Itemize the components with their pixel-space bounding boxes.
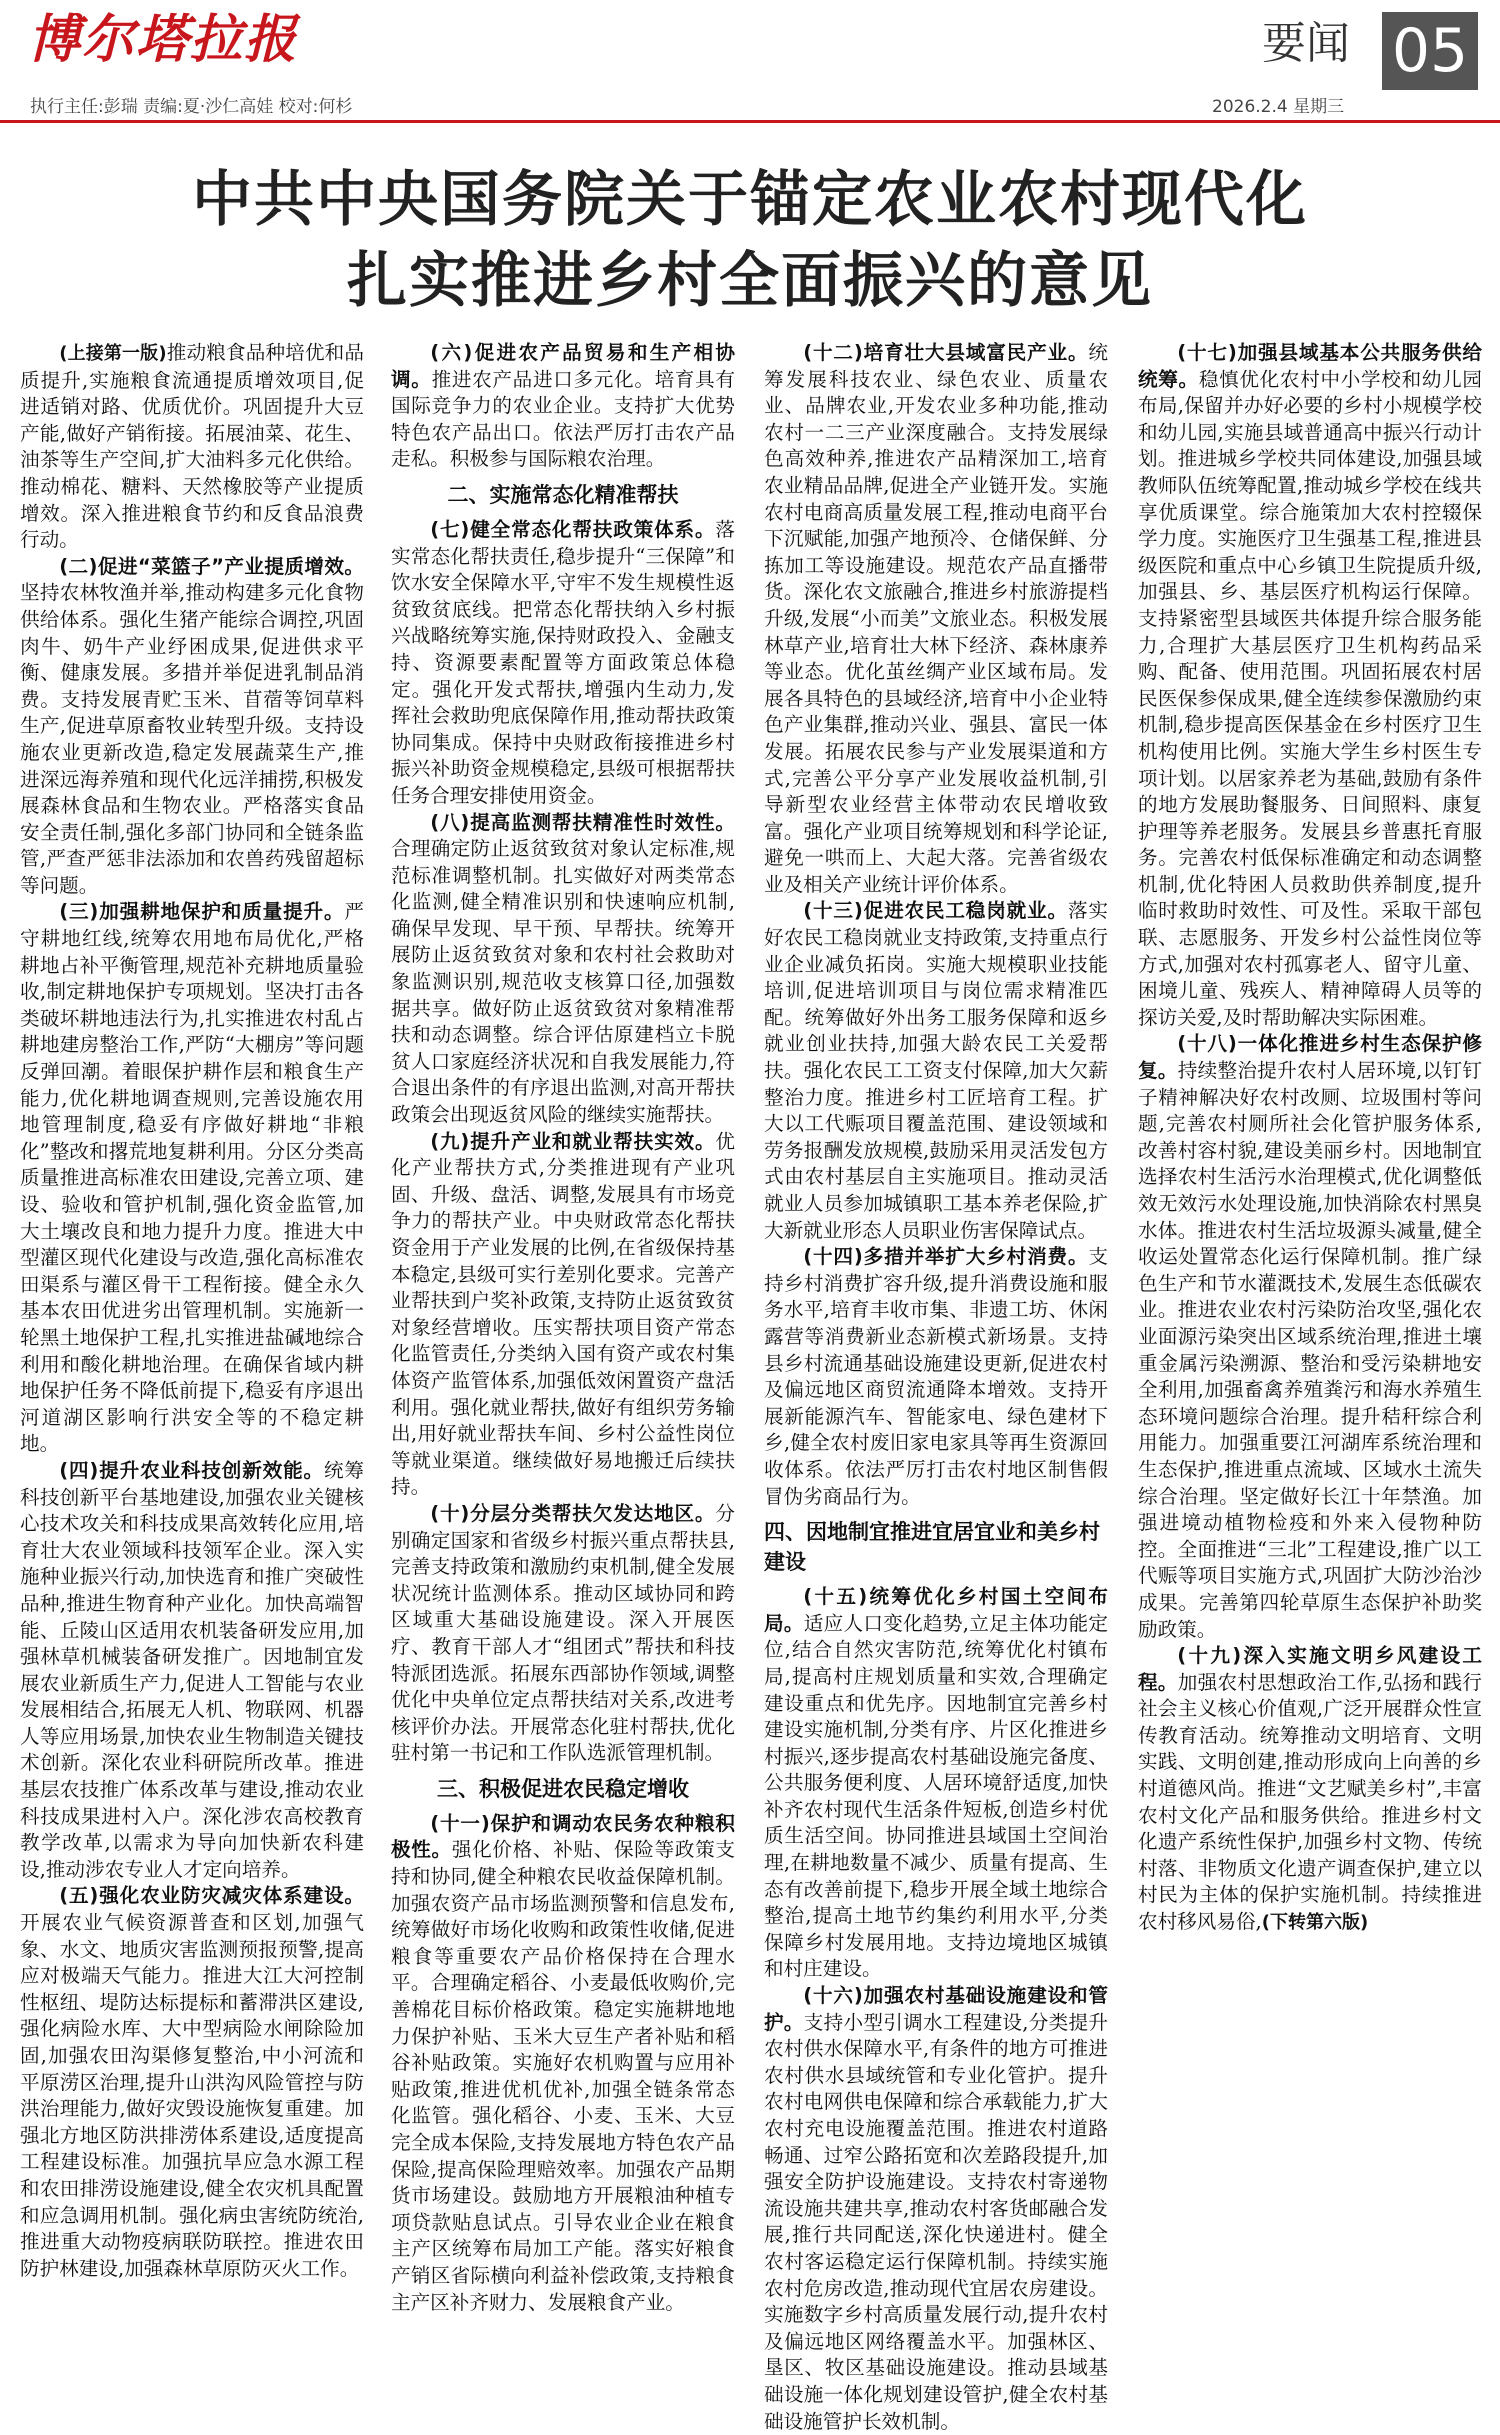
- subsection-heading: (十四)多措并举扩大乡村消费。: [803, 1245, 1089, 1269]
- paragraph: (六)促进农产品贸易和生产相协调。推进农产品进口多元化。培育具有国际竞争力的农业企业。支持扩大优势特色农产品出口。依法严厉打击农产品走私。积极参与国际粮农治理。: [391, 341, 736, 471]
- paragraph: (十四)多措并举扩大乡村消费。支持乡村消费扩容升级,提升消费设施和服务水平,培育丰收市集、非遗工坊、休闲露营等消费新业态新模式新场景。支持县乡村流通基础设施建设更新,促进农村及偏远地区商贸流通降本增效。支持开展新能源汽车、智能家电、绿色建材下乡,健全农村废旧家电家具等再生资源回收体系。依法严厉打击农村地区制售假冒伪劣商品行为。: [764, 1245, 1108, 1508]
- subsection-heading: (七)健全常态化帮扶政策体系。: [430, 517, 716, 541]
- page-number: 05: [1382, 12, 1478, 90]
- column-1: [20, 340, 365, 2280]
- header-rule: [0, 120, 1500, 123]
- subsection-heading: (十一)保护和调动农民务农种粮积极性。: [391, 1811, 735, 1862]
- paragraph: (十九)深入实施文明乡风建设工程。加强农村思想政治工作,弘扬和践行社会主义核心价值观,广泛开展群众性宣传教育活动。统筹推动文明培育、文明实践、文明创建,推动形成向上向善的乡村道德风尚。推进“文艺赋美乡村”,丰富农村文化产品和服务供给。推进乡村文化遗产系统性保护,加强乡村文物、传统村落、非物质文化遗产调查保护,建立以村民为主体的保护实施机制。持续推进农村移风易俗,(下转第六版): [1138, 1644, 1483, 1934]
- paragraph: (十一)保护和调动农民务农种粮积极性。强化价格、补贴、保险等政策支持和协同,健全种粮农民收益保障机制。加强农资产品市场监测预警和信息发布,统筹做好市场化收购和政策性收储,促进粮食等重要农产品价格保持在合理水平。合理确定稻谷、小麦最低收购价,完善棉花目标价格政策。稳定实施耕地地力保护补贴、玉米大豆生产者补贴和稻谷补贴政策。实施好农机购置与应用补贴政策,推进优机优补,加强全链条常态化监管。强化稻谷、小麦、玉米、大豆完全成本保险,支持发展地方特色农产品保险,提高保险理赔效率。加强农产品期货市场建设。鼓励地方开展粮油种植专项贷款贴息试点。引导农业企业在粮食主产区统筹布局加工产能。落实好粮食产销区省际横向利益补偿政策,支持粮食主产区补齐财力、发展粮食产业。: [391, 1811, 736, 2314]
- paragraph: (十七)加强县域基本公共服务供给统筹。稳慎优化农村中小学校和幼儿园布局,保留并办好必要的乡村小规模学校和幼儿园,实施县域普通高中振兴行动计划。推进城乡学校共同体建设,加强县域教师队伍统筹配置,推动城乡学校在线共享优质课堂。综合施策加大农村控辍保学力度。实施医疗卫生强基工程,推进县级医院和重点中心乡镇卫生院提质升级,加强县、乡、基层医疗机构运行保障。支持紧密型县域医共体提升综合服务能力,合理扩大基层医疗卫生机构药品采购、配备、使用范围。巩固拓展农村居民医保参保成果,健全连续参保激励约束机制,稳步提高医保基金在乡村医疗卫生机构使用比例。实施大学生乡村医生专项计划。以居家养老为基础,鼓励有条件的地方发展助餐服务、日间照料、康复护理等养老服务。发展县乡普惠托育服务。完善农村低保标准确定和动态调整机制,优化特困人员救助供养制度,提升临时救助时效性、可及性。采取干部包联、志愿服务、开发乡村公益性岗位等方式,加强对农村孤寡老人、留守儿童、困境儿童、残疾人、精神障碍人员等的探访关爱,及时帮助解决实际困难。: [1138, 341, 1483, 1029]
- subsection-heading: (十九)深入实施文明乡风建设工程。: [1138, 1644, 1482, 1694]
- column-4: [1138, 340, 1482, 2198]
- paragraph: (九)提升产业和就业帮扶实效。优化产业帮扶方式,分类推进现有产业巩固、升级、盘活、调整,发展具有市场竞争力的帮扶产业。中央财政常态化帮扶资金用于产业发展的比例,在省级保持基本稳定,县级可实行差别化要求。完善产业帮扶到户奖补政策,支持防止返贫致贫对象经营增收。压实帮扶项目资产常态化监管责任,分类纳入国有资产或农村集体资产监管体系,加强低效闲置资产盘活利用。强化就业帮扶,做好有组织劳务输出,用好就业帮扶车间、乡村公益性岗位等就业渠道。继续做好易地搬迁后续扶持。: [391, 1129, 735, 1499]
- paragraph: (十二)培育壮大县域富民产业。统筹发展科技农业、绿色农业、质量农业、品牌农业,开发农业多种功能,推动农村一二三产业深度融合。支持发展绿色高效种养,推进农产品精深加工,培育农业精品品牌,促进全产业链开发。实施农村电商高质量发展工程,推动电商平台下沉赋能,加强产地预冷、仓储保鲜、分拣加工等设施建设。规范农产品直播带货。深化农文旅融合,推进乡村旅游提档升级,发展“小而美”文旅业态。积极发展林草产业,培育壮大林下经济、森林康养等业态。优化茧丝绸产业区域布局。发展各具特色的县域经济,培育中小企业特色产业集群,推动兴业、强县、富民一体发展。拓展农民参与产业发展渠道和方式,完善公平分享产业发展收益机制,引导新型农业经营主体带动农民增收致富。强化产业项目统筹规划和科学论证,避免一哄而上、大起大落。完善省级农业及相关产业统计评价体系。: [764, 341, 1108, 896]
- subsection-heading: (四)提升农业科技创新效能。: [59, 1458, 324, 1482]
- section-label: 要闻: [1262, 18, 1350, 69]
- subsection-heading: (八)提高监测帮扶精准性时效性。: [430, 810, 735, 834]
- paragraph: (四)提升农业科技创新效能。统筹科技创新平台基地建设,加强农业关键核心技术攻关和科技成果高效转化应用,培育壮大农业领域科技领军企业。深入实施种业振兴行动,加快选育和推广突破性品种,推进生物育种产业化。加快高端智能、丘陵山区适用农机装备研发应用,加强林草机械装备研发推广。因地制宜发展农业新质生产力,促进人工智能与农业发展相结合,拓展无人机、物联网、机器人等应用场景,加快农业生物制造关键技术创新。深化农业科研院所改革。推进基层农技推广体系改革与建设,推动农业科技成果进村入户。深化涉农高校教育教学改革,以需求为导向加快新农科建设,推动涉农专业人才定向培养。: [20, 1458, 364, 1881]
- section-heading: 四、因地制宜推进宜居宜业和美乡村建设: [764, 1520, 1100, 1575]
- subsection-heading: (十六)加强农村基础设施建设和管护。: [764, 1984, 1108, 2034]
- editor-credits: 执行主任:彭瑞 责编:夏·沙仁高娃 校对:何杉: [30, 97, 353, 117]
- section-heading: 二、实施常态化精准帮扶: [447, 482, 679, 507]
- subsection-heading: (十二)培育壮大县域富民产业。: [803, 341, 1089, 364]
- column-2: [391, 340, 736, 2314]
- subsection-heading: (十五)统筹优化乡村国土空间布局。: [764, 1585, 1108, 1635]
- headline-line-2: 扎实推进乡村全面振兴的意见: [347, 246, 1153, 316]
- subsection-heading: (十八)一体化推进乡村生态保护修复。: [1138, 1032, 1482, 1083]
- subsection-heading: (六)促进农产品贸易和生产相协调。: [391, 341, 735, 391]
- paragraph: (十三)促进农民工稳岗就业。落实好农民工稳岗就业支持政策,支持重点行业企业减负拓岗。实施大规模职业技能培训,促进培训项目与岗位需求精准匹配。统筹做好外出务工服务保障和返乡就业创业扶持,加强大龄农民工关爱帮扶。强化农民工工资支付保障,加大欠薪整治力度。推进乡村工匠培育工程。扩大以工代赈项目覆盖范围、建设领域和劳务报酬发放规模,鼓励采用灵活发包方式由农村基层自主实施项目。推动灵活就业人员参加城镇职工基本养老保险,扩大新就业形态人员职业伤害保障试点。: [764, 899, 1108, 1242]
- subsection-heading: (十)分层分类帮扶欠发达地区。: [430, 1501, 716, 1525]
- paragraph: (八)提高监测帮扶精准性时效性。合理确定防止返贫致贫对象认定标准,规范标准调整机制。扎实做好对两类常态化监测,健全精准识别和快速响应机制,确保早发现、早干预、早帮扶。统筹开展防止返贫致贫对象和农村社会救助对象监测识别,规范收支核算口径,加强数据共享。做好防止返贫致贫对象精准帮扶和动态调整。综合评估原建档立卡脱贫人口家庭经济状况和自我发展能力,符合退出条件的有序退出监测,对高开帮扶政策会出现返贫风险的继续实施帮扶。: [391, 810, 735, 1127]
- paragraph: (十八)一体化推进乡村生态保护修复。持续整治提升农村人居环境,以钉钉子精神解决好农村改厕、垃圾围村等问题,完善农村厕所社会化管护服务体系,改善村容村貌,建设美丽乡村。因地制宜选择农村生活污水治理模式,优化调整低效无效污水处理设施,加快消除农村黑臭水体。推进农村生活垃圾源头减量,健全收运处置常态化运行保障机制。推广绿色生产和节水灌溉技术,发展生态低碳农业。推进农业农村污染防治攻坚,强化农业面源污染突出区域系统治理,推进土壤重金属污染溯源、整治和受污染耕地安全利用,加强畜禽养殖粪污和海水养殖生态环境问题综合治理。提升秸秆综合利用能力。加强重要江河湖库系统治理和生态保护,推进重点流域、区域水土流失综合治理。坚定做好长江十年禁渔。加强进境动植物检疫和外来入侵物种防控。全面推进“三北”工程建设,推广以工代赈等项目实施方式,巩固扩大防沙治沙成果。完善第四轮草原生态保护补助奖励政策。: [1138, 1032, 1483, 1641]
- paragraph: (十六)加强农村基础设施建设和管护。支持小型引调水工程建设,分类提升农村供水保障水平,有条件的地方可推进农村供水县域统管和专业化管护。提升农村电网供电保障和综合承载能力,扩大农村充电设施覆盖范围。推进农村道路畅通、过窄公路拓宽和次差路段提升,加强安全防护设施建设。支持农村寄递物流设施共建共享,推动农村客货邮融合发展,推行共同配送,深化快递进村。健全农村客运稳定运行保障机制。持续实施农村危房改造,推动现代宜居农房建设。实施数字乡村高质量发展行动,提升农村及偏远地区网络覆盖水平。加强林区、垦区、牧区基础设施建设。推动县域基础设施一体化规划建设管护,健全农村基础设施管护长效机制。: [764, 1984, 1109, 2433]
- continuation-from: (上接第一版): [59, 343, 167, 364]
- subsection-heading: (九)提升产业和就业帮扶实效。: [430, 1129, 716, 1153]
- subsection-heading: (三)加强耕地保护和质量提升。: [59, 900, 345, 924]
- paragraph: (七)健全常态化帮扶政策体系。落实常态化帮扶责任,稳步提升“三保障”和饮水安全保障水平,守牢不发生规模性返贫致贫底线。把常态化帮扶纳入乡村振兴战略统筹实施,保持财政投入、金融支持、资源要素配置等方面政策总体稳定。强化开发式帮扶,增强内生动力,发挥社会救助兜底保障作用,推动帮扶政策协同集成。保持中央财政衔接推进乡村振兴补助资金规模稳定,县级可根据帮扶任务合理安排使用资金。: [391, 517, 735, 807]
- issue-date: 2026.2.4 星期三: [1212, 97, 1345, 117]
- section-heading: 三、积极促进农民稳定增收: [437, 1776, 689, 1801]
- newspaper-masthead: 博尔塔拉报: [28, 9, 299, 70]
- subsection-heading: (二)促进“菜篮子”产业提质增效。: [59, 554, 364, 578]
- continuation-to: (下转第六版): [1261, 1912, 1369, 1934]
- paragraph: (十)分层分类帮扶欠发达地区。分别确定国家和省级乡村振兴重点帮扶县,完善支持政策和激励约束机制,健全发展状况统计监测体系。推动区域协同和跨区域重大基础设施建设。深入开展医疗、教育干部人才“组团式”帮扶和科技特派团选派。拓展东西部协作领域,调整优化中央单位定点帮扶结对关系,改进考核评价办法。开展常态化驻村帮扶,优化驻村第一书记和工作队选派管理机制。: [391, 1501, 735, 1765]
- column-3: [764, 340, 1109, 2433]
- paragraph: (五)强化农业防灾减灾体系建设。开展农业气候资源普查和区划,加强气象、水文、地质灾害监测预报预警,提高应对极端天气能力。推进大江大河控制性枢纽、堤防达标提标和蓄滞洪区建设,强化病险水库、大中型病险水闸除险加固,加强农田沟渠修复整治,中小河流和平原涝区治理,提升山洪沟风险管控与防洪治理能力,做好灾毁设施恢复重建。加强北方地区防洪排涝体系建设,适度提高工程建设标准。加强抗旱应急水源工程和农田排涝设施建设,健全农灾机具配置和应急调用机制。强化病虫害统防统治,推进重大动物疫病联防联控。推进农田防护林建设,加强森林草原防灭火工作。: [20, 1884, 364, 2280]
- subsection-heading: (十三)促进农民工稳岗就业。: [803, 899, 1068, 923]
- subsection-heading: (五)强化农业防灾减灾体系建设。: [59, 1884, 364, 1908]
- headline-line-1: 中共中央国务院关于锚定农业农村现代化: [192, 165, 1308, 235]
- paragraph: (上接第一版)推动粮食品种培优和品质提升,实施粮食流通提质增效项目,促进适销对路、优质优价。巩固提升大豆产能,做好产销衔接。拓展油菜、花生、油茶等生产空间,扩大油料多元化供给。推动棉花、糖料、天然橡胶等产业提质增效。深入推进粮食节约和反食品浪费行动。: [20, 341, 365, 552]
- subsection-heading: (十七)加强县域基本公共服务供给统筹。: [1138, 341, 1482, 391]
- paragraph: (十五)统筹优化乡村国土空间布局。适应人口变化趋势,立足主体功能定位,结合自然灾害防范,统筹优化村镇布局,提高村庄规划质量和实效,合理确定建设重点和优先序。因地制宜完善乡村建设实施机制,分类有序、片区化推进乡村振兴,逐步提高农村基础设施完备度、公共服务便利度、人居环境舒适度,加快补齐农村现代生活条件短板,创造乡村优质生活空间。协同推进县域国土空间治理,在耕地数量不减少、质量有提高、生态有改善前提下,稳步开展全域土地综合整治,提高土地节约集约利用水平,分类保障乡村发展用地。支持边境地区城镇和村庄建设。: [764, 1585, 1109, 1981]
- paragraph: (二)促进“菜篮子”产业提质增效。坚持农林牧渔并举,推动构建多元化食物供给体系。强化生猪产能综合调控,巩固肉牛、奶牛产业纾困成果,促进供求平衡、健康发展。多措并举促进乳制品消费。支持发展青贮玉米、苜蓿等饲草料生产,促进草原畜牧业转型升级。支持设施农业更新改造,稳定发展蔬菜生产,推进深远海养殖和现代化远洋捕捞,积极发展森林食品和生物农业。严格落实食品安全责任制,强化多部门协同和全链条监管,严查严惩非法添加和农兽药残留超标等问题。: [20, 554, 364, 897]
- paragraph: (三)加强耕地保护和质量提升。严守耕地红线,统筹农用地布局优化,严格耕地占补平衡管理,规范补充耕地质量验收,制定耕地保护专项规划。坚决打击各类破坏耕地违法行为,扎实推进农村乱占耕地建房整治工作,严防“大棚房”等问题反弹回潮。着眼保护耕作层和粮食生产能力,优化耕地调查规则,完善设施农用地管理制度,稳妥有序做好耕地“非粮化”整改和撂荒地复耕利用。分区分类高质量推进高标准农田建设,完善立项、建设、验收和管护机制,强化资金监管,加大土壤改良和地力提升力度。推进大中型灌区现代化建设与改造,强化高标准农田渠系与灌区骨干工程衔接。健全永久基本农田优进劣出管理机制。实施新一轮黑土地保护工程,扎实推进盐碱地综合利用和酸化耕地治理。在确保省域内耕地保护任务不降低前提下,稳妥有序退出河道湖区影响行洪安全等的不稳定耕地。: [20, 900, 364, 1456]
